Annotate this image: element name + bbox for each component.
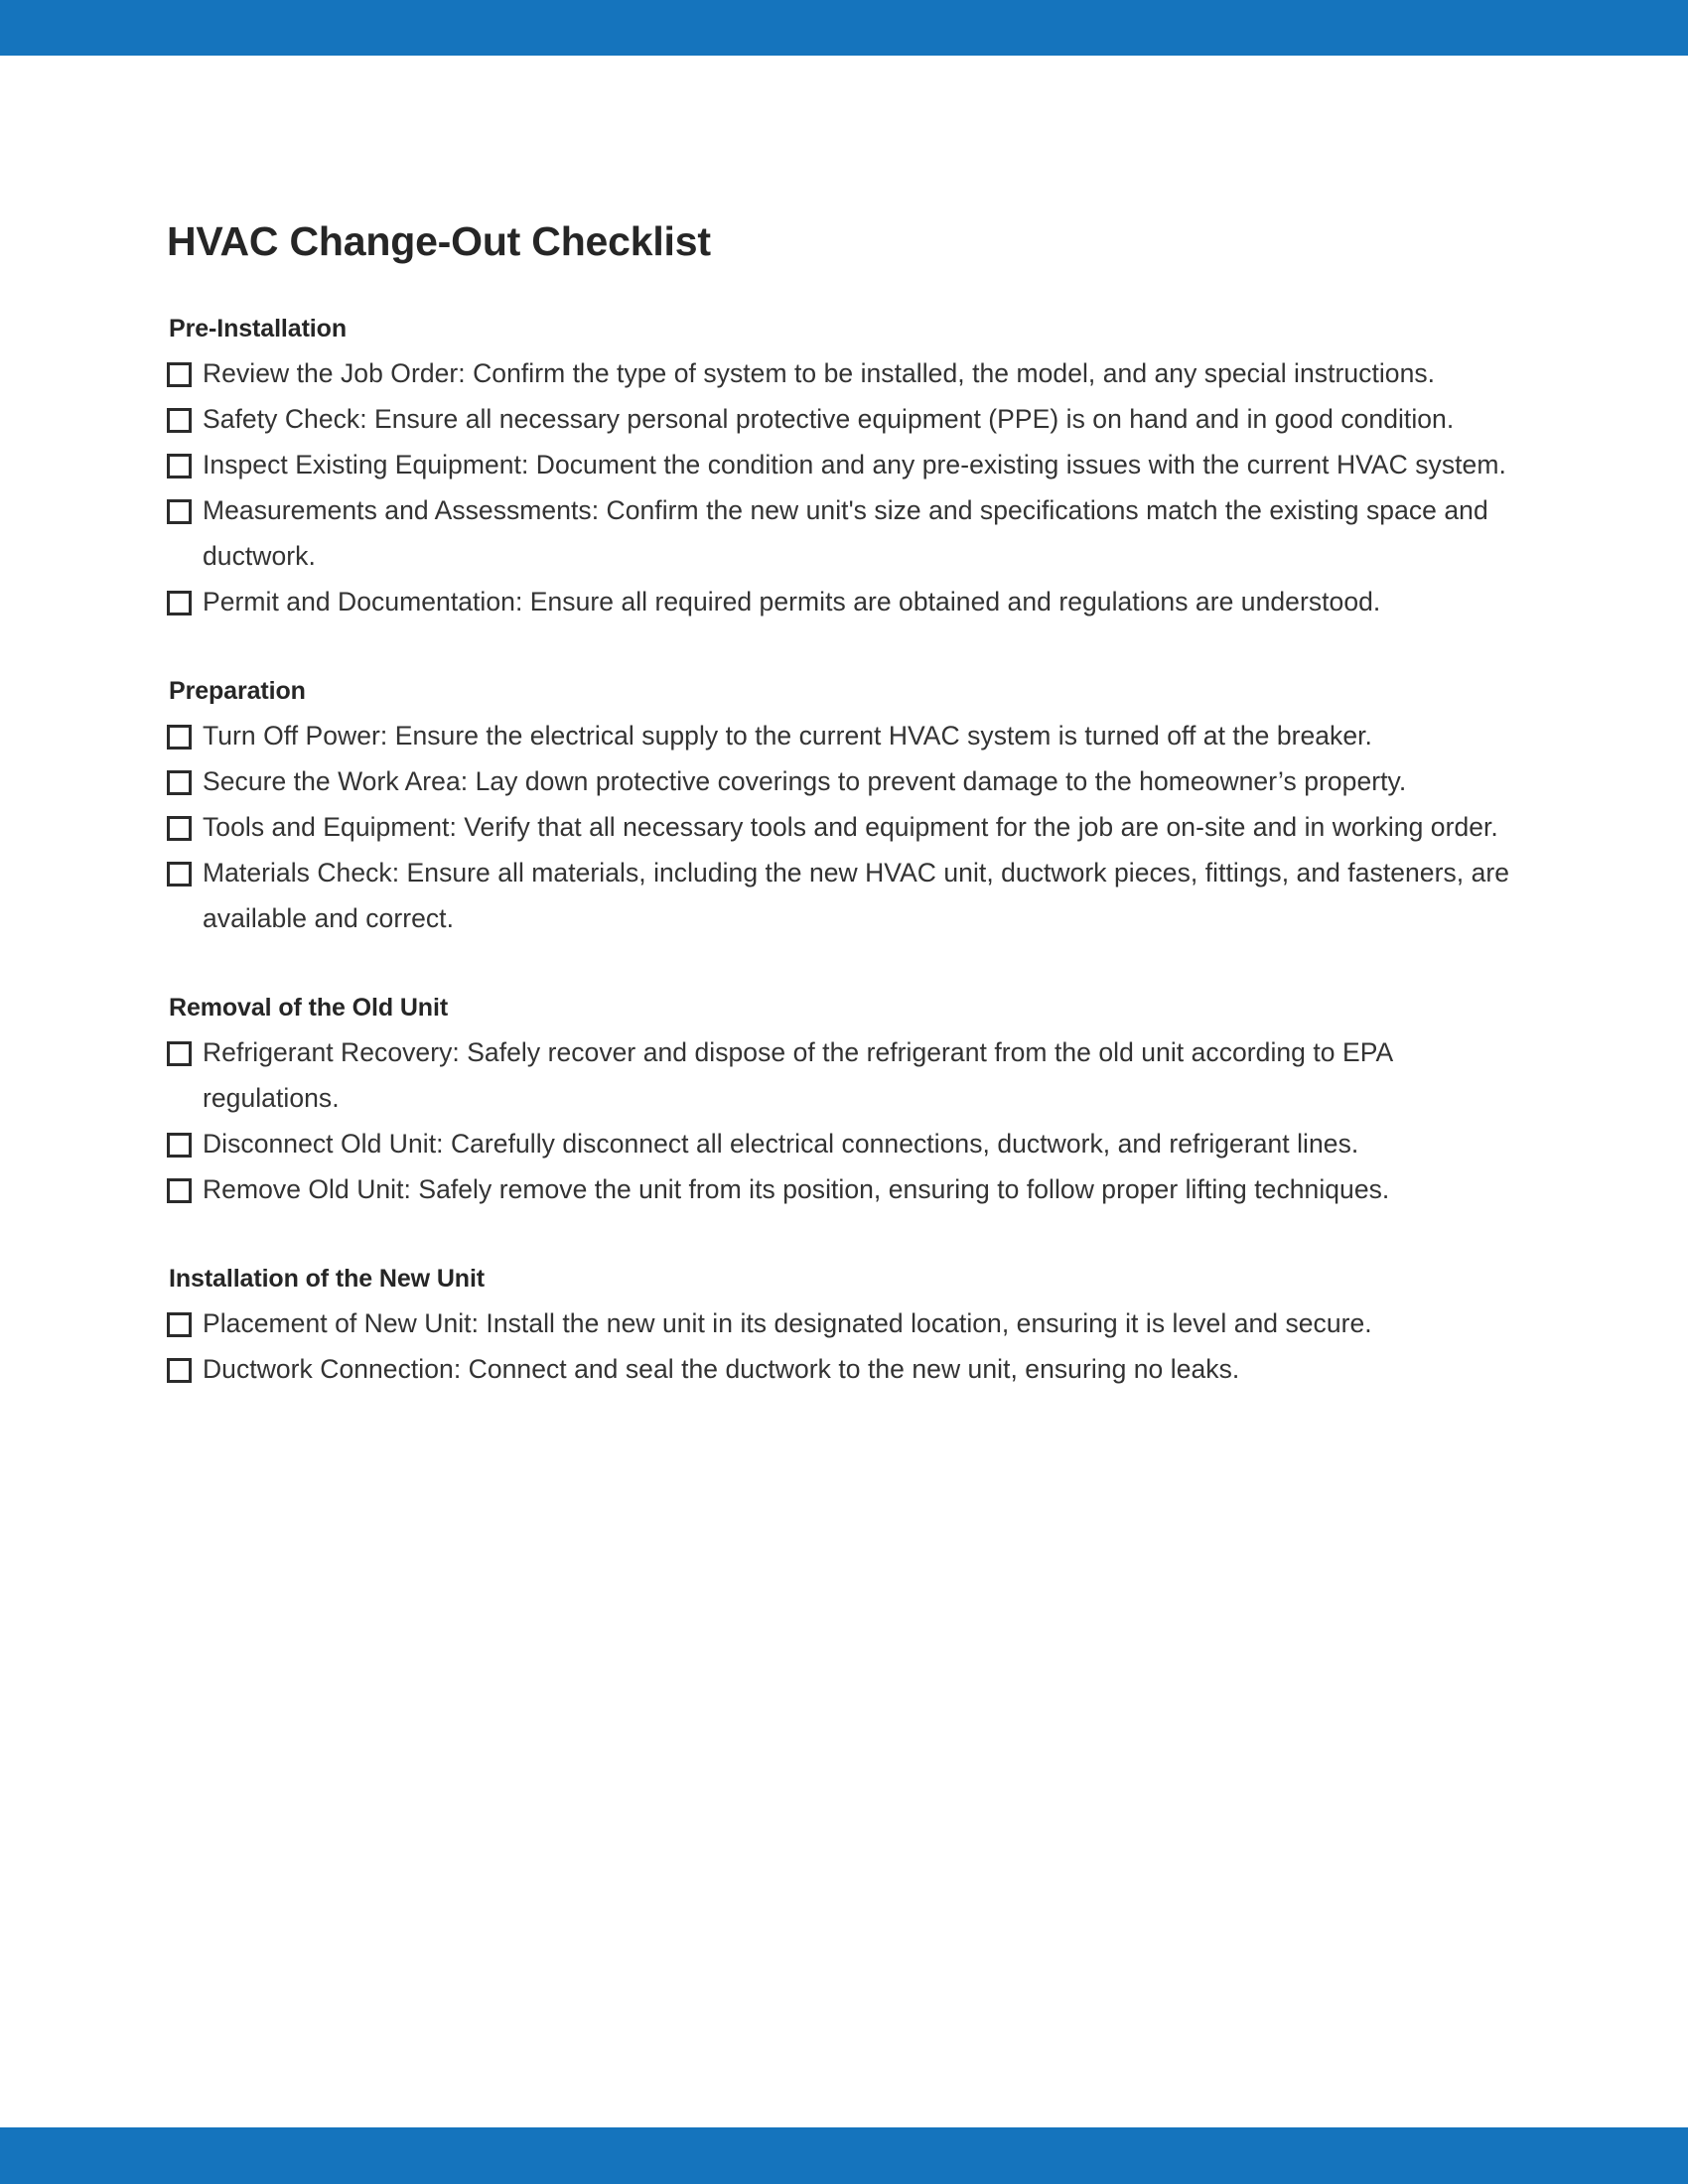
checklist-item-label: Permit and Documentation: Ensure all required permits are obtained and regulations are understood. <box>203 587 1381 617</box>
checklist-item[interactable] <box>167 487 1519 579</box>
checklist-item-label: Ductwork Connection: Connect and seal the ductwork to the new unit, ensuring no leaks. <box>203 1354 1240 1385</box>
section-heading: Removal of the Old Unit <box>169 994 449 1023</box>
empty-checkbox-icon[interactable] <box>167 362 192 387</box>
empty-checkbox-icon[interactable] <box>167 816 192 841</box>
section-heading: Preparation <box>169 677 306 706</box>
checklist-item-label: Disconnect Old Unit: Carefully disconnect all electrical connections, ductwork, and refrigerant lines. <box>203 1129 1359 1160</box>
checklist-item[interactable] <box>167 804 1519 850</box>
empty-checkbox-icon[interactable] <box>167 591 192 615</box>
section-heading: Installation of the New Unit <box>169 1265 486 1294</box>
checklist-item[interactable] <box>167 850 1519 941</box>
checklist-item-label: Placement of New Unit: Install the new unit in its designated location, ensuring it is level and secure. <box>203 1308 1372 1339</box>
checklist-sections <box>167 312 1519 1392</box>
checklist-item[interactable] <box>167 579 1519 624</box>
checklist-items <box>167 713 1519 941</box>
empty-checkbox-icon[interactable] <box>167 408 192 433</box>
checklist-section <box>167 991 1519 1212</box>
checklist-item-label: Review the Job Order: Confirm the type of system to be installed, the model, and any special instructions. <box>203 358 1436 389</box>
document-body <box>0 56 1688 2127</box>
empty-checkbox-icon[interactable] <box>167 499 192 524</box>
empty-checkbox-icon[interactable] <box>167 1041 192 1066</box>
empty-checkbox-icon[interactable] <box>167 1358 192 1383</box>
empty-checkbox-icon[interactable] <box>167 1312 192 1337</box>
checklist-item[interactable] <box>167 758 1519 804</box>
checklist-items <box>167 1300 1519 1392</box>
checklist-item[interactable] <box>167 1346 1519 1392</box>
page-title: HVAC Change-Out Checklist <box>167 218 711 264</box>
checklist-item-label: Secure the Work Area: Lay down protective coverings to prevent damage to the homeowner’s property. <box>203 766 1407 797</box>
checklist-section <box>167 1262 1519 1392</box>
checklist-item-label: Measurements and Assessments: Confirm the new unit's size and specifications match the existing space and ductwork. <box>203 495 1488 572</box>
checklist-item-label: Refrigerant Recovery: Safely recover and dispose of the refrigerant from the old unit according to EPA regulations. <box>203 1037 1392 1114</box>
checklist-item[interactable] <box>167 442 1519 487</box>
empty-checkbox-icon[interactable] <box>167 770 192 795</box>
checklist-item-label: Inspect Existing Equipment: Document the condition and any pre-existing issues with the current HVAC system. <box>203 450 1506 480</box>
checklist-item-label: Remove Old Unit: Safely remove the unit from its position, ensuring to follow proper lifting techniques. <box>203 1174 1390 1205</box>
checklist-item[interactable] <box>167 1029 1519 1121</box>
empty-checkbox-icon[interactable] <box>167 1178 192 1203</box>
blue-bar-top <box>0 0 1688 56</box>
checklist-item-label: Turn Off Power: Ensure the electrical supply to the current HVAC system is turned off at the breaker. <box>203 721 1372 751</box>
checklist-section <box>167 674 1519 941</box>
checklist-section <box>167 312 1519 624</box>
section-heading: Pre-Installation <box>169 315 347 343</box>
empty-checkbox-icon[interactable] <box>167 725 192 750</box>
checklist-item[interactable] <box>167 1121 1519 1166</box>
checklist-item-label: Safety Check: Ensure all necessary personal protective equipment (PPE) is on hand and in good condition. <box>203 404 1455 435</box>
checklist-item-label: Tools and Equipment: Verify that all necessary tools and equipment for the job are on-site and in working order. <box>203 812 1498 843</box>
checklist-item[interactable] <box>167 396 1519 442</box>
empty-checkbox-icon[interactable] <box>167 862 192 887</box>
checklist-item[interactable] <box>167 1300 1519 1346</box>
checklist-item[interactable] <box>167 350 1519 396</box>
empty-checkbox-icon[interactable] <box>167 1133 192 1158</box>
checklist-item[interactable] <box>167 713 1519 758</box>
checklist-item[interactable] <box>167 1166 1519 1212</box>
empty-checkbox-icon[interactable] <box>167 454 192 478</box>
blue-bar-bottom <box>0 2127 1688 2184</box>
checklist-item-label: Materials Check: Ensure all materials, including the new HVAC unit, ductwork pieces, fittings, and fasteners, are available and correct. <box>203 858 1510 934</box>
checklist-items <box>167 1029 1519 1212</box>
checklist-items <box>167 350 1519 624</box>
